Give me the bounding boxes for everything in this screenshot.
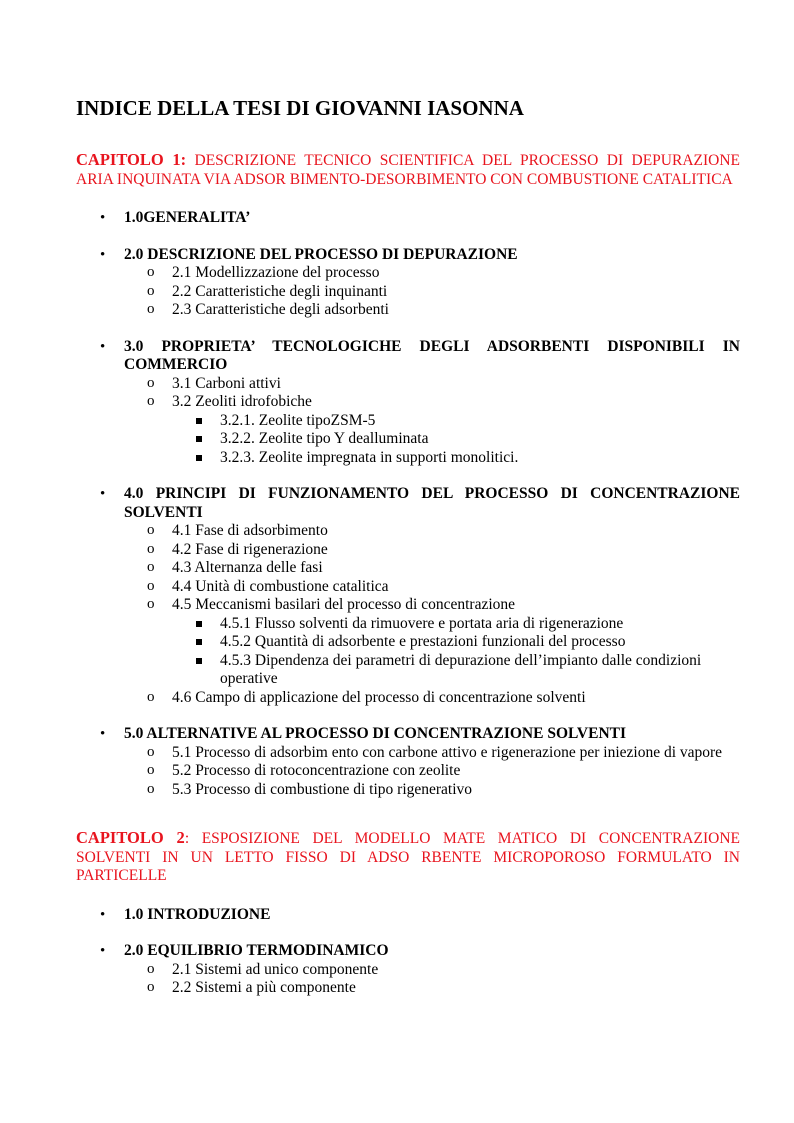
bullet-disc-icon: • — [100, 486, 106, 502]
section-item — [76, 906, 740, 925]
subsection-item — [124, 578, 740, 597]
subsubsection-text: 3.2.2. Zeolite tipo Y dealluminata — [220, 430, 429, 447]
subsection-item — [124, 541, 740, 560]
subsection-text: 5.2 Processo di rotoconcentrazione con zeolite — [172, 762, 461, 779]
subsection-text: 4.5 Meccanismi basilari del processo di concentrazione — [172, 596, 516, 613]
subsection-list — [124, 375, 740, 468]
bullet-circle-icon: o — [147, 960, 155, 977]
section-title: 1.0GENERALITA’ — [124, 209, 251, 226]
section-title: 2.0 EQUILIBRIO TERMODINAMICO — [124, 942, 389, 959]
subsection-list — [124, 744, 740, 800]
subsection-text: 4.4 Unità di combustione catalitica — [172, 577, 389, 595]
subsubsection-text: 4.5.3 Dipendenza dei parametri di depurazione dell’impianto dalle condizioni operative — [220, 651, 702, 687]
bullet-circle-icon: o — [147, 393, 155, 409]
subsection-item — [124, 559, 740, 578]
bullet-circle-icon: o — [147, 540, 155, 557]
subsubsection-list — [172, 412, 740, 468]
subsection-item — [124, 301, 740, 320]
subsection-item — [124, 979, 740, 998]
subsection-text: 2.1 Modellizzazione del processo — [172, 264, 380, 281]
subsubsection-text: 3.2.3. Zeolite impregnata in supporti monolitici. — [220, 448, 519, 466]
section-title: 5.0 ALTERNATIVE AL PROCESSO DI CONCENTRAZIONE SOLVENTI — [124, 725, 627, 742]
section-title: 2.0 DESCRIZIONE DEL PROCESSO DI DEPURAZIONE — [124, 245, 518, 263]
bullet-disc-icon: • — [100, 906, 106, 923]
bullet-disc-icon: • — [100, 726, 106, 742]
subsection-item — [124, 689, 740, 708]
bullet-circle-icon: o — [147, 780, 155, 797]
chapter-label: CAPITOLO 2 — [76, 828, 185, 847]
bullet-square-icon — [196, 418, 202, 424]
subsubsection-item — [172, 412, 740, 431]
section-item — [76, 338, 740, 468]
bullet-disc-icon: • — [100, 246, 106, 263]
subsubsection-text: 3.2.1. Zeolite tipoZSM-5 — [220, 411, 376, 429]
section-title: 4.0 PRINCIPI DI FUNZIONAMENTO DEL PROCESSO DI CONCENTRAZIONE SOLVENTI — [124, 485, 740, 521]
subsection-text: 2.2 Sistemi a più componente — [172, 979, 356, 996]
subsection-text: 4.3 Alternanza delle fasi — [172, 559, 323, 576]
bullet-square-icon — [196, 658, 202, 664]
bullet-circle-icon: o — [147, 762, 155, 778]
section-list — [76, 906, 740, 998]
section-item — [76, 725, 740, 799]
chapter-description: : ESPOSIZIONE DEL MODELLO MATE MATICO DI CONCENTRAZIONE SOLVENTI IN UN LETTO FISSO DI ADSO RBENTE MICROPOROSO FORMULATO IN PARTICELLE — [76, 830, 740, 884]
chapter-heading — [76, 151, 740, 189]
subsubsection-list — [172, 615, 740, 689]
bullet-circle-icon: o — [147, 301, 155, 317]
subsection-item — [124, 375, 740, 394]
subsection-item — [124, 596, 740, 689]
subsection-text: 5.1 Processo di adsorbim ento con carbone attivo e rigenerazione per iniezione di vapore — [172, 743, 723, 761]
document-title: INDICE DELLA TESI DI GIOVANNI IASONNA — [76, 96, 524, 120]
subsection-item — [124, 744, 740, 763]
subsection-item — [124, 264, 740, 283]
section-list — [76, 209, 740, 799]
bullet-circle-icon: o — [147, 282, 155, 299]
subsection-text: 4.2 Fase di rigenerazione — [172, 540, 328, 558]
bullet-circle-icon: o — [147, 688, 155, 705]
bullet-circle-icon: o — [147, 577, 155, 594]
section-item — [76, 209, 740, 228]
subsection-text: 2.2 Caratteristiche degli inquinanti — [172, 282, 388, 300]
subsubsection-item — [172, 633, 740, 652]
section-item — [76, 246, 740, 320]
subsection-item — [124, 522, 740, 541]
subsection-item — [124, 762, 740, 781]
subsection-list — [124, 522, 740, 707]
document-page — [76, 96, 740, 998]
subsection-list — [124, 264, 740, 320]
bullet-circle-icon: o — [147, 264, 155, 280]
section-title: 1.0 INTRODUZIONE — [124, 905, 271, 923]
bullet-square-icon — [196, 621, 202, 627]
section-title: 3.0 PROPRIETA’ TECNOLOGICHE DEGLI ADSORBENTI DISPONIBILI IN COMMERCIO — [124, 337, 740, 373]
bullet-circle-icon: o — [147, 979, 155, 995]
subsection-text: 5.3 Processo di combustione di tipo rigenerativo — [172, 780, 473, 798]
subsection-text: 2.1 Sistemi ad unico componente — [172, 960, 379, 978]
subsubsection-item — [172, 652, 740, 689]
subsubsection-item — [172, 449, 740, 468]
chapter-label: CAPITOLO 1: — [76, 150, 187, 169]
bullet-circle-icon: o — [147, 743, 155, 760]
bullet-circle-icon: o — [147, 374, 155, 391]
chapter-heading — [76, 829, 740, 886]
bullet-square-icon — [196, 436, 202, 442]
subsection-text: 3.1 Carboni attivi — [172, 374, 281, 392]
subsection-text: 2.3 Caratteristiche degli adsorbenti — [172, 301, 389, 318]
subsection-item — [124, 781, 740, 800]
bullet-circle-icon: o — [147, 522, 155, 538]
subsubsection-text: 4.5.1 Flusso solventi da rimuovere e portata aria di rigenerazione — [220, 614, 624, 632]
subsection-item — [124, 283, 740, 302]
bullet-circle-icon: o — [147, 596, 155, 612]
subsection-text: 3.2 Zeoliti idrofobiche — [172, 393, 312, 410]
bullet-disc-icon: • — [100, 943, 106, 959]
subsection-text: 4.6 Campo di applicazione del processo di concentrazione solventi — [172, 688, 586, 706]
section-item — [76, 942, 740, 998]
section-item — [76, 485, 740, 707]
chapter-description: DESCRIZIONE TECNICO SCIENTIFICA DEL PROCESSO DI DEPURAZIONE ARIA INQUINATA VIA ADSOR BIMENTO-DESORBIMENTO CON COMBUSTIONE CATALITICA — [76, 152, 740, 188]
bullet-square-icon — [196, 455, 202, 461]
bullet-square-icon — [196, 639, 202, 645]
subsubsection-item — [172, 430, 740, 449]
subsubsection-text: 4.5.2 Quantità di adsorbente e prestazioni funzionali del processo — [220, 633, 626, 650]
bullet-disc-icon: • — [100, 338, 106, 355]
bullet-disc-icon: • — [100, 210, 106, 226]
subsection-list — [124, 961, 740, 998]
subsection-item — [124, 961, 740, 980]
subsection-item — [124, 393, 740, 467]
subsubsection-item — [172, 615, 740, 634]
subsection-text: 4.1 Fase di adsorbimento — [172, 522, 328, 539]
bullet-circle-icon: o — [147, 559, 155, 575]
